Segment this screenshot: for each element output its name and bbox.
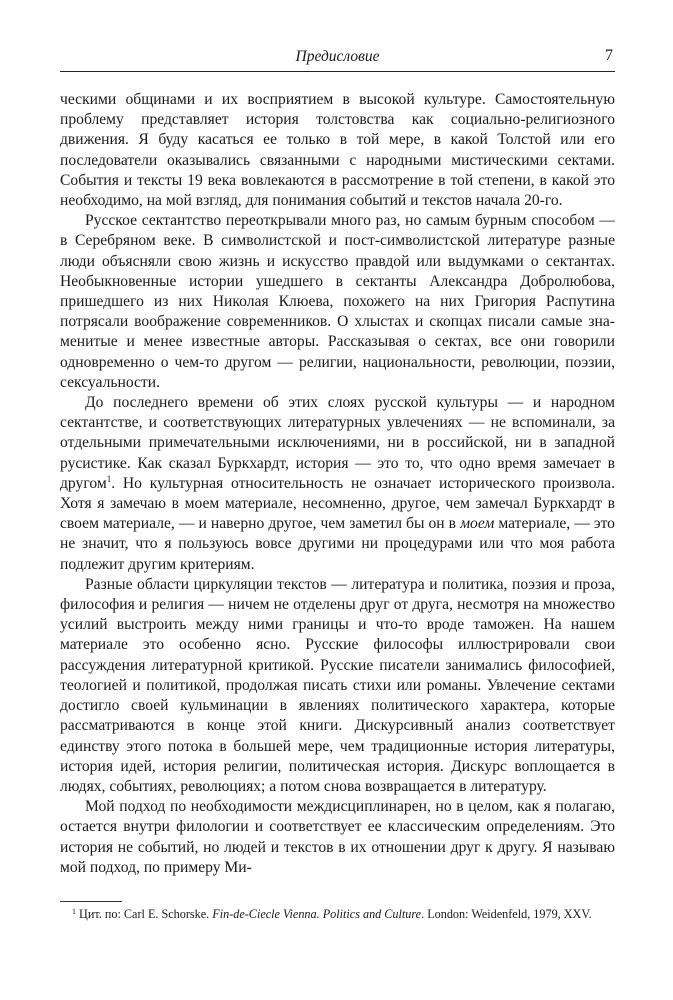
footnote — [60, 906, 615, 922]
paragraph-3-emphasis: моем — [460, 515, 495, 533]
footnote-suffix: . London: Weidenfeld, 1979, XXV. — [421, 907, 592, 921]
footnote-reference[interactable]: 1 — [106, 473, 112, 484]
paragraph-1: ческими общинами и их восприятием в высокой культуре. Самостоятельную проблему представляет история толстовства как социально-религиозного движения. Я буду касаться ее только в той мере, в какой Толстой или его последователи оказывались связанными с народными мистическими сектами. События и тексты 19 века вовлекаются в рассмотрение в той степени, в какой это необходимо, на мой взгляд, для понимания событий и текстов начала 20-го. — [60, 91, 615, 210]
paragraph-4: Разные области циркуляции текстов — литература и политика, поэзия и проза, философия и религия — ничем не отделены друг от друга, несмотря на множество усилий выстроить между ними границы и что-то вроде таможен. На нашем материале это особенно ясно. Русские философы иллюстрировали свои рассуждения литературной критикой. Русские писатели занимались философией, теологией и политикой, продолжая писать стихи или романы. Увлечение сектами достигло своей кульминации в явлениях политического характера, которые рассматриваются в конце этой книги. Дискурсивный анализ соответствует единству этого потока в большей мере, чем традиционные история литературы, история идей, история религии, политическая история. Дискурс воплощается в людях, событиях, революциях; а потом снова возвращается в литературу. — [60, 575, 615, 795]
running-head: Предисловие — [295, 48, 380, 65]
paragraph-3-part-1: До последнего времени об этих слоях русской культуры — и народном сектантстве, и соответствующих литературных увлечениях — не вспоминали, за отдельными примечательными исключениями, ни в российской, ни в западной русистике. Как сказал Буркхардт, история — это то, что одно время замечает в другом — [60, 394, 615, 492]
footnote-prefix: Цит. по: Carl E. Schorske. — [76, 907, 213, 921]
footnote-number: 1 — [72, 907, 76, 916]
paragraph-3-part-2: . Но культурная относительность не означает исторического произвола. Хотя я замечаю в моем материале, несомненно, другое, чем замечал Буркхардт в своем материале, — и наверно другое, чем заметил бы он в — [60, 474, 615, 533]
page-header — [60, 45, 615, 72]
body-text — [60, 90, 615, 878]
paragraph-2: Русское сектантство переоткрывали много раз, но самым бурным способом — в Серебряном веке. В символистской и пост-символистской литературе разные люди объясняли свою жизнь и искусство правдой или выдумками о сектантах. Необыкновенные истории ушедшего в сектанты Александра Добролюбова, пришедшего из них Николая Клюева, похожего на них Григория Распутина потрясали воображение современников. О хлыстах и скопцах писали самые знаменитые и менее известные авторы. Рассказывая о сектах, все они говорили одновременно о чем-то другом — религии, национальности, революции, поэзии, сексуальности. — [60, 212, 615, 391]
footnote-title: Fin-de-Ciecle Vienna. Politics and Culture — [212, 907, 422, 921]
paragraph-3-part-3: материале, — это не значит, что я пользуюсь вовсе другими ни процедурами или что моя работа подлежит другим критериям. — [60, 515, 615, 573]
paragraph-3 — [60, 393, 615, 575]
page-number: 7 — [605, 47, 613, 64]
footnote-rule — [60, 901, 122, 902]
paragraph-5: Мой подход по необходимости междисциплинарен, но в целом, как я полагаю, остается внутри филологии и соответствует ее классическим определениям. Это история не событий, но людей и текстов в их отношении друг к другу. Я называю мой подход, по примеру Ми- — [60, 798, 615, 876]
